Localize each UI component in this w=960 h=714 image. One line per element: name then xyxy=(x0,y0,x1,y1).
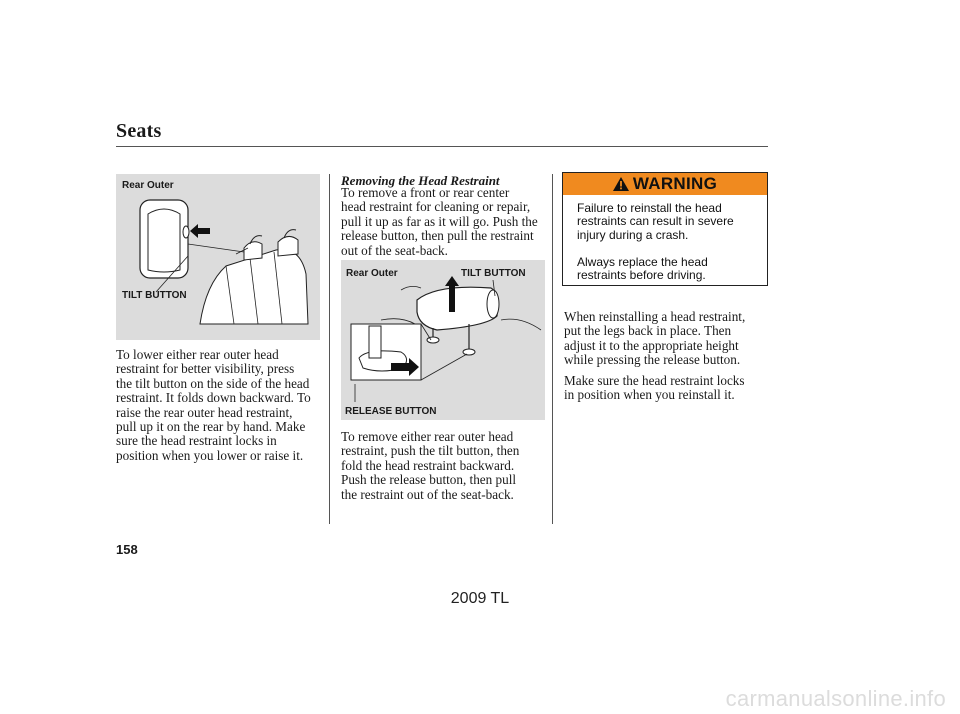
middle-paragraph-2: To remove either rear outer head restraint, push the tilt button, then fold the head restraint backward. Push the release button, then pull the restraint out of the seat-back. xyxy=(341,429,520,502)
figure-label-rear-outer: Rear Outer xyxy=(346,268,398,279)
watermark: carmanualsonline.info xyxy=(725,686,946,711)
right-paragraph-1: When reinstalling a head restraint, put the legs back in place. Then adjust it to the appropriate height while pressing the release button. xyxy=(564,309,746,368)
page-title: Seats xyxy=(116,120,162,142)
arrow-icon xyxy=(391,358,419,376)
figure-label-release-button: RELEASE BUTTON xyxy=(345,406,437,417)
figure-label-tilt-button: TILT BUTTON xyxy=(461,268,526,279)
arrow-icon xyxy=(445,276,459,312)
figure-label-tilt-button: TILT BUTTON xyxy=(122,290,187,301)
footer-model: 2009 TL xyxy=(450,590,510,607)
column-divider-right xyxy=(552,174,553,524)
rear-outer-figure xyxy=(116,174,320,340)
warning-header xyxy=(563,173,767,195)
page-number: 158 xyxy=(116,542,138,557)
column-divider-left xyxy=(329,174,330,524)
warning-text-2: Always replace the head restraints before driving. xyxy=(577,255,708,283)
header-rule xyxy=(116,146,768,147)
right-paragraph-2: Make sure the head restraint locks in position when you reinstall it. xyxy=(564,373,745,403)
middle-paragraph-1: To remove a front or rear center head restraint for cleaning or repair, pull it up as far as it will go. Push the release button, then pull the restraint out of the seat-back. xyxy=(341,185,538,258)
subheading-removing-head-restraint: Removing the Head Restraint xyxy=(341,173,500,188)
rear-seat-illustration xyxy=(116,174,320,340)
warning-triangle-icon xyxy=(613,177,629,191)
figure-label-rear-outer: Rear Outer xyxy=(122,180,174,191)
warning-text-1: Failure to reinstall the head restraints can result in severe injury during a crash. xyxy=(577,201,734,242)
left-paragraph: To lower either rear outer head restraint for better visibility, press the tilt button on the side of the head restraint. It folds down backward. To raise the rear outer head restraint, pull up it on the rear by hand. Make sure the head restraint locks in position when you lower or raise it. xyxy=(116,347,311,463)
arrow-icon xyxy=(190,224,210,238)
head-restraint-removal-illustration xyxy=(341,260,545,420)
release-button-figure xyxy=(341,260,545,420)
warning-word: WARNING xyxy=(632,174,718,193)
warning-box xyxy=(562,172,768,286)
